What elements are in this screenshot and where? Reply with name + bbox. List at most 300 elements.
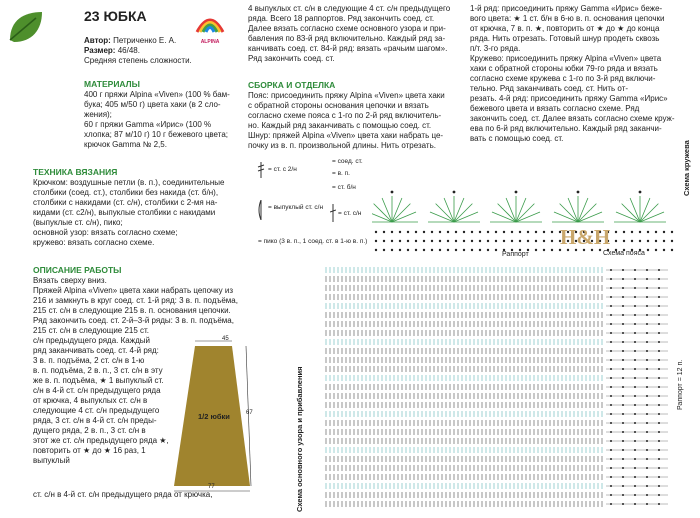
lace-chain-dot [495,240,497,242]
belt-dot [646,332,648,334]
lace-dot [453,191,456,194]
belt-dot [622,413,624,415]
legend-item: = ст. с/н [338,210,362,217]
belt-dot [646,503,648,505]
belt-dot [622,494,624,496]
lace-chain-dot [671,231,673,233]
belt-dot [646,395,648,397]
belt-dot [610,314,612,316]
belt-dot [658,449,660,451]
lace-stitch [516,204,534,222]
assembly-line: с обратной стороны основания цепочки и вязать [248,101,429,110]
technique-line: кружево: вязать согласно схеме. [33,238,155,247]
author-label: Автор: [84,36,111,45]
lace-chain-dot [423,240,425,242]
belt-dot [646,269,648,271]
main-diagram-label: Схема основного узора и прибавления [295,366,304,512]
belt-dot [622,404,624,406]
lace-chain-dot [655,249,657,251]
lace-dot [639,191,642,194]
belt-dot [610,368,612,370]
lace-chain-dot [463,240,465,242]
belt-dot [634,503,636,505]
col3-line: резать. 4-й ряд: присоединить пряжу Gamma «Ирис» [470,94,668,103]
work-line: ряд заканчивать соед. ст. 4-й ряд: [33,346,159,355]
lace-stitch [392,204,410,222]
belt-dot [646,413,648,415]
belt-dot [658,422,660,424]
belt-dot [646,476,648,478]
belt-dot [622,386,624,388]
lace-chain-dot [391,249,393,251]
belt-dot [622,305,624,307]
lace-chain-dot [431,249,433,251]
technique-line: столбики с накидами (ст. с/н), столбики с 2-мя на- [33,198,218,207]
assembly-text [248,91,463,151]
legend-item: = соед. ст. [332,158,363,165]
lace-chain-dot [511,240,513,242]
lace-diagram [372,160,682,260]
col2-line: ряда. Всего 18 раппортов. Ряд закончить соед. ст. [248,14,435,23]
lace-dot [577,191,580,194]
belt-dot [634,395,636,397]
belt-dot [610,359,612,361]
lace-stitch [372,212,392,222]
belt-dot [658,485,660,487]
work-heading: ОПИСАНИЕ РАБОТЫ [33,265,122,275]
lace-chain-dot [407,231,409,233]
watermark: H&H [560,225,611,249]
belt-dot [658,359,660,361]
lace-chain-dot [479,249,481,251]
lace-chain-dot [375,231,377,233]
belt-dot [646,350,648,352]
technique-heading: ТЕХНИКА ВЯЗАНИЯ [33,167,118,177]
work-line: с/н предыдущего ряда. Каждый [33,336,150,345]
col3-line: Кружево: присоединить пряжу Alpina «Viven» цвета [470,54,662,63]
technique-line: столбики (соед. ст.), столбики без накида (ст. б/н), [33,188,219,197]
size: 46/48. [117,46,140,55]
lace-chain-dot [647,240,649,242]
belt-dot [646,494,648,496]
assembly-heading: СБОРКА И ОТДЕЛКА [248,80,336,90]
belt-dot [646,305,648,307]
belt-dot [634,287,636,289]
belt-dot [622,422,624,424]
work-line: ст. с/н в 4-й ст. с/н предыдущего ряда от крючка, [33,490,213,499]
brand-rainbow-icon [195,10,225,34]
lace-chain-dot [479,231,481,233]
belt-dot [658,503,660,505]
belt-dot [622,314,624,316]
difficulty: Средняя степень сложности. [84,56,192,65]
lace-chain-dot [455,231,457,233]
belt-dot [622,296,624,298]
lace-chain-dot [463,249,465,251]
materials-line: 60 г пряжи Gamma «Ирис» (100 % [84,120,212,129]
belt-dot [634,386,636,388]
lace-chain-dot [519,231,521,233]
work-line: от крючка, 4 выпуклых ст. с/н в [33,396,148,405]
work-line: 215 ст. с/н в следующие 215 в. п. основания цепочки. [33,306,231,315]
belt-dot [658,467,660,469]
lace-chain-dot [399,240,401,242]
lace-chain-dot [551,240,553,242]
belt-dot [658,332,660,334]
lace-chain-dot [471,240,473,242]
lace-chain-dot [535,249,537,251]
work-line: с/н в 4-й ст. с/н предыдущего ряда [33,386,161,395]
lace-chain-dot [487,249,489,251]
belt-dot [658,368,660,370]
col3-line: бежевого цвета и вязать согласно схеме. Ряд [470,104,640,113]
belt-dot [622,332,624,334]
legend-item: = в. п. [332,170,350,177]
work-line: Пряжей Alpina «Viven» цвета хаки набрать цепочку из [33,286,233,295]
belt-dot [634,314,636,316]
belt-dot [634,377,636,379]
belt-dot [622,485,624,487]
author: Петриченко Е. А. [113,36,177,45]
lace-chain-dot [663,240,665,242]
belt-dot [634,494,636,496]
belt-dot [610,458,612,460]
lace-chain-dot [615,231,617,233]
pattern-bottom-dim: 77 [208,484,215,490]
work-line: Ряд закончить соед. ст. 2-й–3-й ряды: 3 в. п. подъёма, [33,316,234,325]
dc2-symbol-icon [256,162,266,178]
belt-dot [634,332,636,334]
belt-dot [646,458,648,460]
lace-stitch [498,204,516,222]
lace-stitch [374,204,392,222]
belt-dot [610,341,612,343]
belt-dot [634,476,636,478]
belt-dot [634,305,636,307]
lace-chain-dot [671,249,673,251]
lace-chain-dot [479,240,481,242]
lace-chain-dot [487,240,489,242]
lace-chain-dot [551,231,553,233]
belt-dot [646,368,648,370]
belt-dot [610,440,612,442]
lace-chain-dot [447,240,449,242]
belt-dot [634,485,636,487]
legend-item: = ст. б/н [332,184,356,191]
lace-stitch [622,204,640,222]
lace-chain-dot [455,240,457,242]
belt-dot [610,287,612,289]
lace-chain-dot [439,249,441,251]
belt-dot [658,350,660,352]
belt-dot [610,467,612,469]
lace-chain-dot [631,231,633,233]
lace-chain-dot [383,231,385,233]
lace-chain-dot [423,231,425,233]
lace-chain-dot [623,240,625,242]
lace-chain-dot [527,231,529,233]
belt-dot [658,269,660,271]
lace-chain-dot [663,249,665,251]
lace-chain-dot [519,240,521,242]
belt-dot [658,476,660,478]
belt-dot [610,278,612,280]
technique-text [33,178,243,248]
belt-dot [646,431,648,433]
belt-dot [634,413,636,415]
belt-dot [634,359,636,361]
lace-chain-dot [543,240,545,242]
belt-dot [646,449,648,451]
assembly-line: согласно схеме пояса с 1-го по 2-й ряд включитель- [248,111,442,120]
belt-dot [622,269,624,271]
lace-chain-dot [471,249,473,251]
belt-dot [610,332,612,334]
belt-dot [610,350,612,352]
materials-text [84,90,244,150]
lace-chain-dot [391,240,393,242]
legend-picot: = пико (3 в. п., 1 соед. ст. в 1-ю в. п.) [258,238,368,245]
materials-line: бука; 405 м/50 г) цвета хаки (в 2 сло- [84,100,221,109]
belt-dot [634,431,636,433]
assembly-line: почку из в. п. произвольной длины. Нить отрезать. [248,141,436,150]
lace-chain-dot [383,249,385,251]
belt-dot [622,431,624,433]
belt-dot [646,287,648,289]
belt-dot [646,296,648,298]
materials-line: 400 г пряжи Alpina «Viven» (100 % бам- [84,90,230,99]
leaf-icon [6,8,46,48]
col3-line: вать с помощью соед. ст. [470,134,564,143]
col2-line: Ряд закончить соед. ст. [248,54,335,63]
belt-dot [658,431,660,433]
lace-dot [515,191,518,194]
rapport-side-label: Раппорт = 12 п. [677,359,684,410]
belt-dot [622,350,624,352]
belt-dot [658,278,660,280]
belt-dot [646,278,648,280]
lace-chain-dot [423,249,425,251]
lace-chain-dot [543,249,545,251]
lace-chain-dot [447,231,449,233]
belt-label: Схема пояса [603,250,645,257]
work-line: 3 в. п. подъёма, 2 ст. с/н в 1-ю [33,356,145,365]
lace-chain-dot [495,249,497,251]
lace-chain-dot [487,231,489,233]
lace-chain-dot [527,240,529,242]
belt-dot [658,377,660,379]
lace-chain-dot [511,231,513,233]
belt-dot [622,449,624,451]
lace-stitch [560,204,578,222]
lace-stitch [578,204,596,222]
belt-dot [610,296,612,298]
work-line: повторить от ★ до ★ 16 раз, 1 выпуклый [33,446,146,465]
belt-dot [646,314,648,316]
lace-rapport: Раппорт [502,251,529,258]
belt-dot [622,395,624,397]
belt-dot [634,458,636,460]
belt-dot [610,323,612,325]
lace-chain-dot [503,231,505,233]
main-diagram [306,262,672,512]
lace-chain-dot [639,231,641,233]
belt-dot [646,404,648,406]
belt-dot [634,368,636,370]
belt-dot [622,476,624,478]
col2-line: Далее вязать согласно схеме основного узора и при- [248,24,446,33]
work-line: 215 ст. с/н в следующие 215 ст. [33,326,150,335]
belt-dot [622,458,624,460]
belt-dot [634,269,636,271]
belt-dot [634,341,636,343]
col3-line: 1-й ряд: присоединить пряжу Gamma «Ирис» беже- [470,4,663,13]
lace-chain-dot [615,240,617,242]
lace-chain-dot [431,231,433,233]
belt-dot [622,377,624,379]
belt-dot [658,314,660,316]
materials-line: жения); [84,110,112,119]
lace-chain-dot [375,249,377,251]
belt-dot [610,395,612,397]
col3-line: ева по 6-й ряд включительно. Каждый ряд заканчи- [470,124,662,133]
legend-item: = выпуклый ст. с/н [268,204,324,211]
col2-line: бавления по 83-й ряд включительно. Каждый ряд за- [248,34,446,43]
belt-dot [622,359,624,361]
belt-dot [622,467,624,469]
dc-symbol-icon [330,204,336,222]
lace-chain-dot [623,231,625,233]
lace-chain-dot [655,231,657,233]
belt-dot [610,422,612,424]
lace-chain-dot [551,249,553,251]
belt-dot [658,296,660,298]
belt-dot [634,467,636,469]
work-line: ряда, 3 ст. с/н в 4-й ст. с/н преды- [33,416,157,425]
work-line: 216 и замкнуть в круг соед. ст. 1-й ряд: 3 в. п. подъёма, [33,296,238,305]
lace-chain-dot [439,231,441,233]
col3-line: тельно. Ряд заканчивать соед. ст. Нить от- [470,84,629,93]
legend [252,156,372,256]
lace-chain-dot [471,231,473,233]
belt-dot [610,404,612,406]
lace-chain-dot [375,240,377,242]
lace-chain-dot [415,231,417,233]
pattern-top-dim: 45 [222,336,229,342]
belt-dot [634,350,636,352]
lace-chain-dot [647,249,649,251]
lace-chain-dot [495,231,497,233]
col3-line: хаки с обратной стороны юбки 79-го ряда и вязать [470,64,658,73]
belt-dot [646,422,648,424]
belt-dot [634,278,636,280]
belt-dot [658,323,660,325]
technique-line: основной узор: вязать согласно схеме; [33,228,178,237]
belt-dot [646,341,648,343]
col3-line: п/т. 3-го ряда. [470,44,521,53]
pattern-label: 1/2 юбки [198,412,230,421]
belt-dot [646,467,648,469]
fpdc-symbol-icon [256,200,266,220]
assembly-line: Шнур: пряжей Alpina «Viven» цвета хаки набрать це- [248,131,444,140]
belt-dot [634,422,636,424]
belt-dot [634,440,636,442]
belt-dot [610,386,612,388]
pattern-side-dim: 67 [246,410,253,416]
work-text-narrow [33,326,169,466]
technique-line: (выпуклые ст. с/н), пико; [33,218,123,227]
materials-line: хлопка; 87 м/10 г) 10 г бежевого цвета; [84,130,228,139]
col2-line: 4 выпуклых ст. с/н в следующие 4 ст. с/н предыдущего [248,4,451,13]
lace-chain-dot [535,240,537,242]
work-line: в. п. подъёма, 2 в. п., 3 ст. с/н в эту [33,366,163,375]
col3-line: согласно схеме кружева с 1-го по 3-й ряд включи- [470,74,656,83]
lace-chain-dot [383,240,385,242]
work-line: Вязать сверху вниз. [33,276,107,285]
lace-chain-dot [439,240,441,242]
lace-stitch [454,204,472,222]
belt-dot [646,359,648,361]
belt-dot [634,449,636,451]
belt-dot [610,377,612,379]
belt-dot [622,503,624,505]
belt-dot [658,395,660,397]
belt-dot [634,296,636,298]
lace-chain-dot [407,240,409,242]
technique-line: Крючком: воздушные петли (в. п.), соединительные [33,178,225,187]
belt-dot [658,386,660,388]
belt-dot [610,269,612,271]
page-title: 23 ЮБКА [84,8,147,24]
belt-dot [646,485,648,487]
belt-dot [622,341,624,343]
belt-dot [622,278,624,280]
belt-dot [610,431,612,433]
materials-line: крючок Gamma № 2,5. [84,140,167,149]
belt-dot [622,323,624,325]
lace-chain-dot [463,231,465,233]
work-line: следующие 4 ст. с/н предыдущего [33,406,160,415]
lace-chain-dot [391,231,393,233]
col2-line: канчивать соед. ст. 84-й ряд: вязать «рачьим шагом». [248,44,448,53]
work-line: же в. п. подъёма, ★ 1 выпуклый ст. [33,376,164,385]
lace-chain-dot [399,249,401,251]
lace-chain-dot [415,240,417,242]
lace-chain-dot [503,240,505,242]
belt-dot [658,494,660,496]
belt-dot [658,305,660,307]
meta-block [84,36,234,66]
lace-chain-dot [535,231,537,233]
lace-chain-dot [655,240,657,242]
col2-text [248,4,463,64]
lace-chain-dot [671,240,673,242]
lace-chain-dot [447,249,449,251]
assembly-line: но. Каждый ряд заканчивать с помощью соед. ст. [248,121,432,130]
belt-dot [610,485,612,487]
belt-dot [646,386,648,388]
belt-dot [658,287,660,289]
belt-dot [622,368,624,370]
col3-line: закончить соед. ст. Далее вязать согласно схеме круж- [470,114,675,123]
belt-dot [610,413,612,415]
belt-dot [610,476,612,478]
col3-line: от крючка, 7 в. п. ★, повторить от ★ до ★ до конца [470,24,660,33]
belt-dot [658,458,660,460]
lace-label: Схема кружева [682,140,691,196]
materials-heading: МАТЕРИАЛЫ [84,79,140,89]
belt-dot [610,494,612,496]
